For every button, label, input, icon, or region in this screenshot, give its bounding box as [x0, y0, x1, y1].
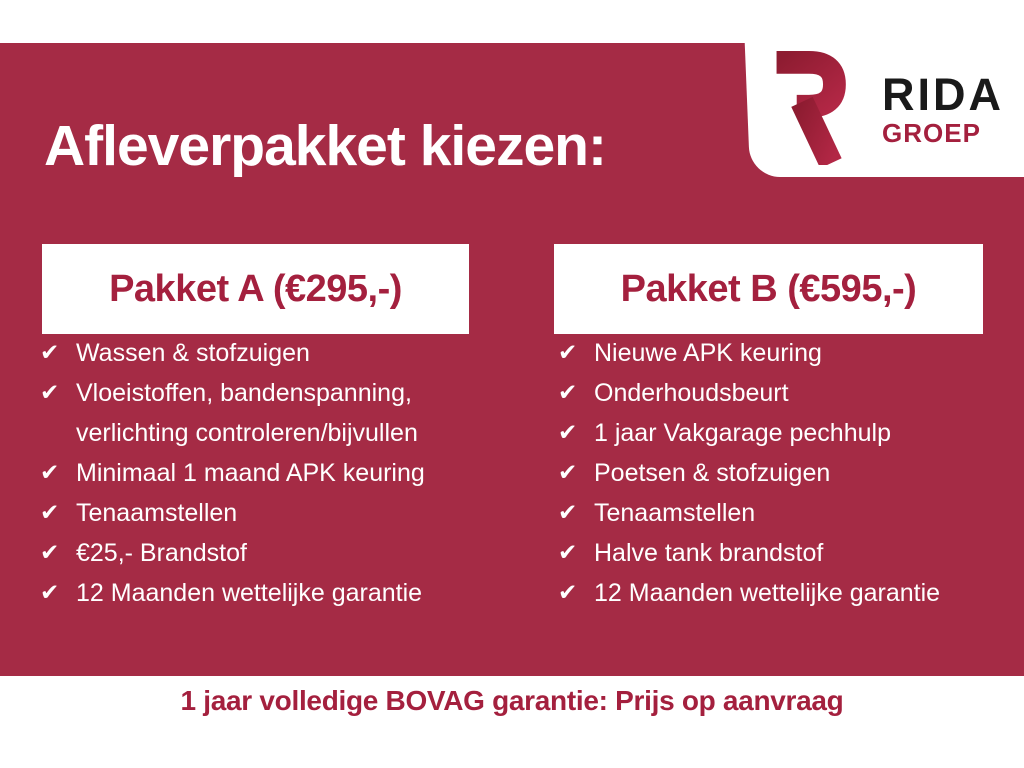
list-item-label: Tenaamstellen — [76, 499, 238, 527]
check-icon: ✔ — [558, 500, 578, 526]
logo — [734, 0, 1024, 177]
logo-panel — [734, 0, 1024, 177]
package-b-list — [558, 333, 1018, 613]
package-a-list — [40, 333, 500, 613]
list-item — [40, 453, 500, 493]
list-item-label: 12 Maanden wettelijke garantie — [594, 579, 941, 607]
list-item — [40, 373, 500, 413]
list-item-label: verlichting controleren/bijvullen — [76, 419, 418, 447]
list-item-label: Minimaal 1 maand APK keuring — [76, 459, 425, 487]
list-item-label: Vloeistoffen, bandenspanning, — [76, 379, 412, 407]
check-icon: ✔ — [40, 540, 60, 566]
package-a-header — [42, 244, 469, 334]
list-item-label: Halve tank brandstof — [594, 539, 824, 567]
rida-r-icon — [765, 51, 853, 165]
list-item — [40, 493, 500, 533]
list-item — [558, 413, 1018, 453]
list-item — [558, 493, 1018, 533]
page-title: Afleverpakket kiezen: — [44, 114, 606, 179]
check-icon: ✔ — [558, 540, 578, 566]
list-item-label: Tenaamstellen — [594, 499, 756, 527]
package-b-header — [554, 244, 983, 334]
check-icon: ✔ — [558, 420, 578, 446]
list-item — [558, 453, 1018, 493]
list-item — [40, 533, 500, 573]
list-item-label: 12 Maanden wettelijke garantie — [76, 579, 423, 607]
check-icon: ✔ — [40, 500, 60, 526]
list-item — [40, 413, 500, 453]
list-item-label: Nieuwe APK keuring — [594, 339, 822, 367]
footer-bar — [0, 676, 1024, 768]
logo-subtitle: GROEP — [882, 118, 981, 148]
list-item — [558, 533, 1018, 573]
check-icon: ✔ — [558, 460, 578, 486]
list-item — [558, 573, 1018, 613]
list-item — [40, 573, 500, 613]
list-item-label: 1 jaar Vakgarage pechhulp — [594, 419, 891, 447]
list-item-label: Poetsen & stofzuigen — [594, 459, 831, 487]
check-icon: ✔ — [558, 580, 578, 606]
list-item — [558, 333, 1018, 373]
logo-wordmark — [882, 69, 1004, 148]
check-icon: ✔ — [40, 460, 60, 486]
list-item-label: €25,- Brandstof — [76, 539, 247, 567]
logo-name: RIDA — [882, 69, 1004, 120]
check-icon: ✔ — [558, 380, 578, 406]
list-item-label: Onderhoudsbeurt — [594, 379, 789, 407]
package-a-title: Pakket A (€295,-) — [109, 267, 402, 310]
check-icon: ✔ — [40, 340, 60, 366]
package-b-title: Pakket B (€595,-) — [620, 267, 917, 310]
list-item — [558, 373, 1018, 413]
footer-guarantee-text: 1 jaar volledige BOVAG garantie: Prijs op aanvraag — [180, 685, 844, 716]
list-item-label: Wassen & stofzuigen — [76, 339, 310, 367]
check-icon: ✔ — [40, 580, 60, 606]
check-icon: ✔ — [40, 380, 60, 406]
check-icon: ✔ — [558, 340, 578, 366]
list-item — [40, 333, 500, 373]
